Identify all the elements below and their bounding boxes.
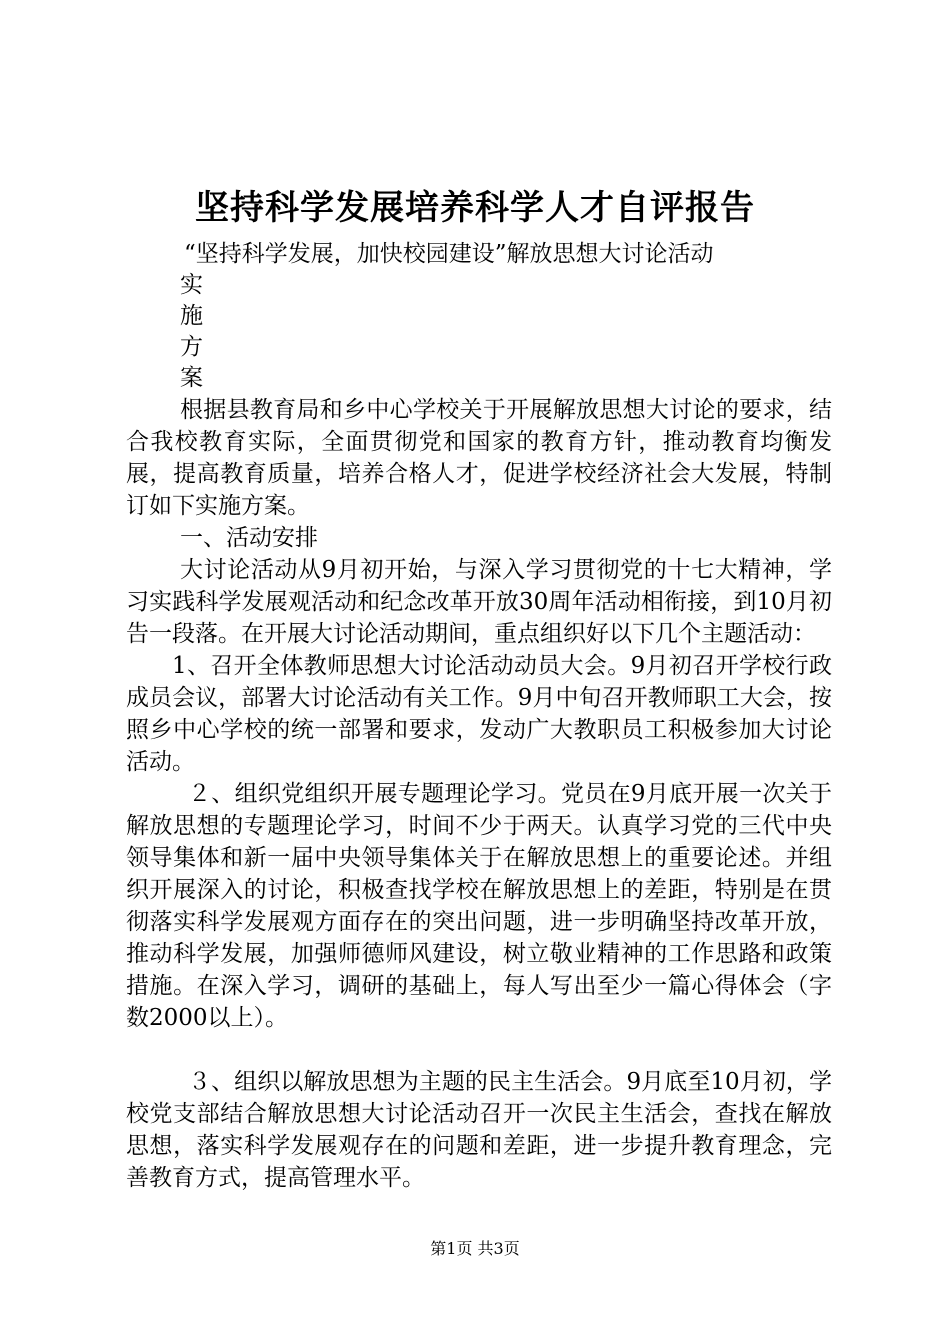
paragraph-spacer: [126, 1034, 832, 1066]
vertical-char: 施: [180, 303, 203, 329]
vertical-char: 方: [180, 334, 203, 360]
vertical-char: 案: [180, 365, 203, 391]
page-footer: 第1页 共3页: [430, 1239, 520, 1258]
paragraph-schedule: 大讨论活动从9月初开始，与深入学习贯彻党的十七大精神，学习实践科学发展观活动和纪念改革开放30周年活动相衔接，到10月初告一段落。在开展大讨论活动期间，重点组织好以下几个主题活动：: [126, 557, 832, 647]
vertical-char: 实: [180, 272, 203, 298]
paragraph-item-3: ３、组织以解放思想为主题的民主生活会。9月底至10月初，学校党支部结合解放思想大讨论活动召开一次民主生活会，查找在解放思想，落实科学发展观存在的问题和差距，进一步提升教育理念，完善教育方式，提高管理水平。: [126, 1069, 832, 1191]
paragraph-item-1: 1、召开全体教师思想大讨论活动动员大会。9月初召开学校行政成员会议，部署大讨论活动有关工作。9月中旬召开教师职工大会，按照乡中心学校的统一部署和要求，发动广大教职员工积极参加大讨论活动。: [126, 653, 832, 775]
section-heading: 一、活动安排: [180, 525, 318, 551]
document-title: 坚持科学发展培养科学人才自评报告: [195, 188, 755, 228]
paragraph-intro: 根据县教育局和乡中心学校关于开展解放思想大讨论的要求，结合我校教育实际，全面贯彻党和国家的教育方针，推动教育均衡发展，提高教育质量，培养合格人才，促进学校经济社会大发展，特制订如下实施方案。: [126, 397, 832, 519]
document-subtitle: “坚持科学发展，加快校园建设”解放思想大讨论活动: [184, 241, 714, 267]
document-body: [126, 238, 832, 1194]
paragraph-item-2: ２、组织党组织开展专题理论学习。党员在9月底开展一次关于解放思想的专题理论学习，时间不少于两天。认真学习党的三代中央领导集体和新一届中央领导集体关于在解放思想上的重要论述。并组织开展深入的讨论，积极查找学校在解放思想上的差距，特别是在贯彻落实科学发展观方面存在的突出问题，进一步明确坚持改革开放，推动科学发展，加强师德师风建设，树立敬业精神的工作思路和政策措施。在深入学习，调研的基础上，每人写出至少一篇心得体会（字数2000以上）。: [126, 781, 832, 1031]
